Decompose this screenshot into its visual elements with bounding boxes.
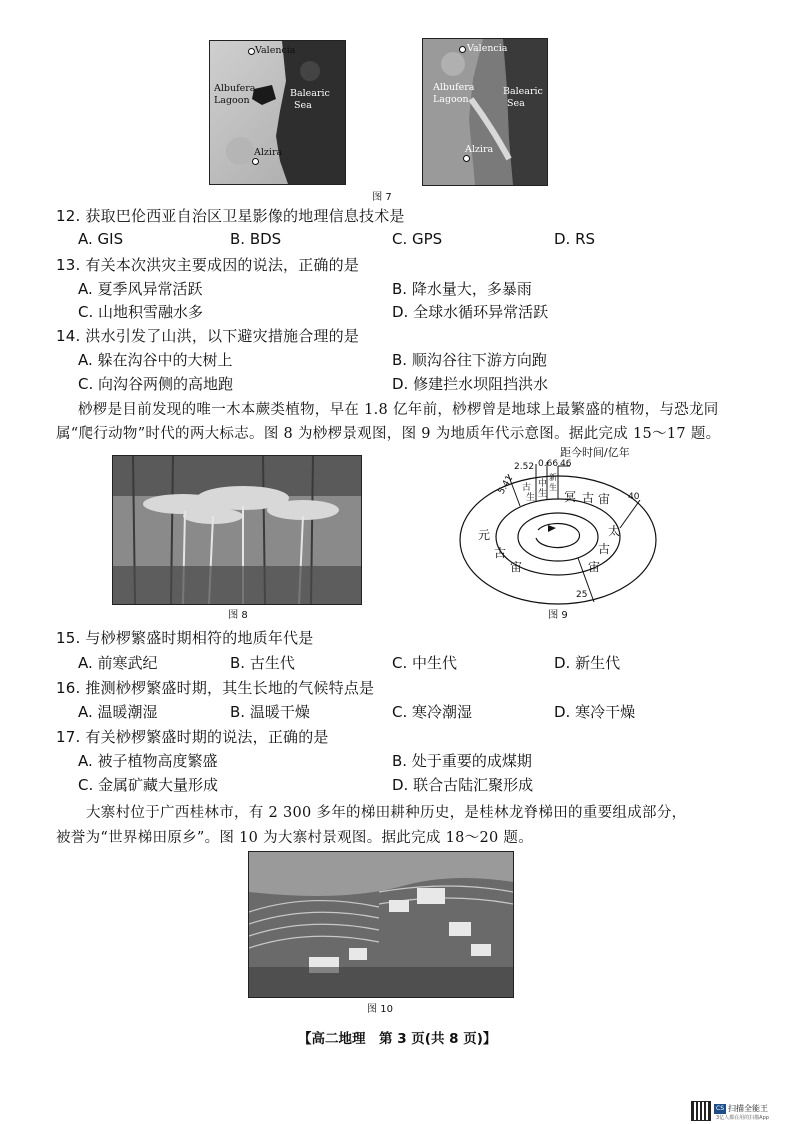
tick-40: 40: [628, 492, 640, 502]
label-lagoon: Lagoon: [433, 94, 469, 105]
diagram-title: 距今时间/亿年: [560, 446, 630, 459]
label-ming-gu: 古: [582, 491, 595, 505]
question-15-option-b: B. 古生代: [230, 654, 295, 672]
question-12-option-a: A. GIS: [78, 230, 124, 248]
label-meso-sheng: 生: [538, 489, 548, 499]
label-albufera: Albufera: [433, 82, 475, 93]
question-17-option-d: D. 联合古陆汇聚形成: [392, 776, 534, 794]
label-yuan-zhou: 宙: [510, 560, 523, 574]
label-yuan-gu: 古: [494, 546, 507, 560]
label-paleo-sheng: 生: [526, 493, 536, 503]
question-12-option-c: C. GPS: [392, 230, 443, 248]
question-14-option-c: C. 向沟谷两侧的高地跑: [78, 375, 234, 393]
label-alzira: Alzira: [465, 144, 494, 155]
tree-fern-photo: [112, 455, 362, 605]
question-15-option-a: A. 前寒武纪: [78, 654, 158, 672]
village-photo: [248, 851, 514, 998]
question-16-option-b: B. 温暖干燥: [230, 703, 310, 721]
valencia-marker: [459, 46, 466, 53]
tick-25: 25: [576, 590, 588, 600]
label-lagoon: Lagoon: [214, 95, 250, 106]
label-alzira: Alzira: [254, 147, 283, 158]
figure7-caption: 图 7: [372, 192, 392, 203]
question-14-stem: 14. 洪水引发了山洪，以下避灾措施合理的是: [56, 327, 360, 345]
satellite-map-2-image: [423, 39, 547, 185]
label-valencia: Valencia: [255, 45, 296, 56]
question-12-option-b: B. BDS: [230, 230, 282, 248]
label-ming: 冥: [564, 490, 577, 504]
tick-0-66: 0.66: [538, 459, 559, 469]
question-14-option-d: D. 修建拦水坝阻挡洪水: [392, 375, 549, 393]
question-16-stem: 16. 推测桫椤繁盛时期，其生长地的气候特点是: [56, 679, 375, 697]
label-ming-zhou: 宙: [598, 492, 611, 506]
tick-5-41: 5.41: [496, 473, 516, 497]
question-13-option-d: D. 全球水循环异常活跃: [392, 303, 549, 321]
tick-2-52: 2.52: [514, 462, 535, 472]
qr-code-icon: [692, 1102, 710, 1120]
label-ceno-xin: 新: [549, 473, 557, 482]
question-15-stem: 15. 与桫椤繁盛时期相符的地质年代是: [56, 629, 314, 647]
label-ceno-sheng: 生: [549, 483, 557, 492]
question-12-stem: 12. 获取巴伦西亚自治区卫星影像的地理信息技术是: [56, 207, 405, 225]
figure8-caption: 图 8: [228, 610, 248, 621]
question-17-option-c: C. 金属矿藏大量形成: [78, 776, 219, 794]
valencia-marker: [248, 48, 255, 55]
question-13-option-c: C. 山地积雪融水多: [78, 303, 204, 321]
tick-46: 46: [560, 459, 572, 469]
question-16-option-d: D. 寒冷干燥: [554, 703, 636, 721]
alzira-marker: [463, 155, 470, 162]
label-albufera: Albufera: [214, 83, 256, 94]
passage-1-line-2: 属“爬行动物”时代的两大标志。图 8 为桫椤景观图，图 9 为地质年代示意图。据此完成 15～17 题。: [56, 426, 721, 442]
page-footer: 【高二地理 第 3 页(共 8 页)】: [298, 1031, 497, 1047]
label-sea: Sea: [294, 100, 312, 111]
tree-fern-photo-image: [113, 456, 361, 604]
label-yuan: 元: [478, 528, 491, 542]
passage-2-line-2: 被誉为“世界梯田原乡”。图 10 为大寨村景观图。据此完成 18～20 题。: [56, 830, 534, 846]
passage-2-line-1: 大寨村位于广西桂林市，有 2 300 多年的梯田耕种历史，是桂林龙脊梯田的重要组成部分，: [86, 805, 687, 821]
label-tai-zhou: 宙: [588, 560, 601, 574]
figure10-caption: 图 10: [367, 1004, 393, 1015]
question-17-stem: 17. 有关桫椤繁盛时期的说法，正确的是: [56, 728, 329, 746]
question-14-option-b: B. 顺沟谷往下游方向跑: [392, 351, 547, 369]
cs-logo-icon: CS: [716, 1105, 724, 1112]
label-balearic: Balearic: [503, 86, 543, 97]
question-13-option-a: A. 夏季风异常活跃: [78, 280, 203, 298]
passage-1-line-1: 桫椤是目前发现的唯一木本蕨类植物，早在 1.8 亿年前，桫椤曾是地球上最繁盛的植物，与恐龙同: [78, 402, 719, 418]
label-meso-zhong: 中: [538, 479, 548, 489]
alzira-marker: [252, 158, 259, 165]
label-valencia: Valencia: [467, 43, 508, 54]
label-tai-gu: 古: [598, 542, 611, 556]
label-sea: Sea: [507, 98, 525, 109]
question-15-option-d: D. 新生代: [554, 654, 621, 672]
satellite-map-1: [209, 40, 346, 185]
label-balearic: Balearic: [290, 88, 330, 99]
satellite-map-2: [422, 38, 548, 186]
geologic-time-diagram: [448, 440, 678, 615]
watermark-title: 扫描全能王: [728, 1104, 768, 1113]
question-14-option-a: A. 躲在沟谷中的大树上: [78, 351, 233, 369]
label-paleo-gu: 古: [522, 483, 532, 493]
question-16-option-c: C. 寒冷潮湿: [392, 703, 473, 721]
village-photo-image: [249, 852, 513, 997]
question-15-option-c: C. 中生代: [392, 654, 458, 672]
watermark-subtitle: 3亿人都在用的扫描App: [716, 1115, 769, 1121]
question-12-option-d: D. RS: [554, 230, 596, 248]
question-17-option-b: B. 处于重要的成煤期: [392, 752, 532, 770]
satellite-map-1-image: [210, 41, 345, 184]
question-17-option-a: A. 被子植物高度繁盛: [78, 752, 218, 770]
question-16-option-a: A. 温暖潮湿: [78, 703, 158, 721]
question-13-option-b: B. 降水量大，多暴雨: [392, 280, 532, 298]
question-13-stem: 13. 有关本次洪灾主要成因的说法，正确的是: [56, 256, 360, 274]
label-tai: 太: [608, 524, 621, 538]
scanner-watermark: [692, 1102, 788, 1122]
figure9-caption: 图 9: [548, 610, 568, 621]
